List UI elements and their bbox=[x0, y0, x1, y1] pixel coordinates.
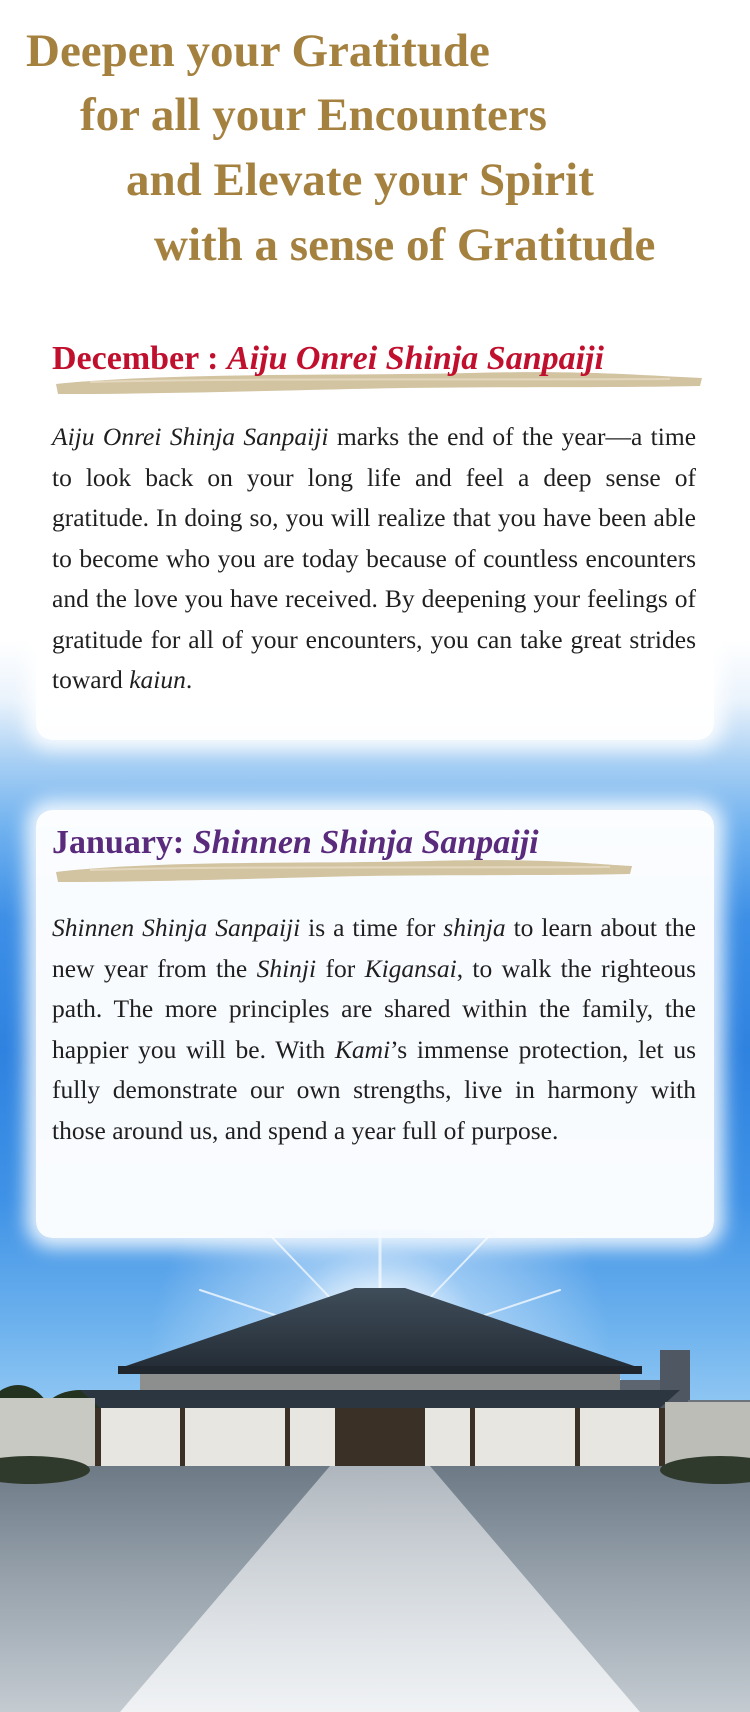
january-body-text-run: Kigansai bbox=[364, 953, 457, 983]
january-event-name: Shinnen Shinja Sanpaiji bbox=[192, 824, 539, 861]
headline-line-3: and Elevate your Spirit bbox=[126, 154, 594, 206]
january-body-text-run: , to walk the righteous path. The more principles are shared within the family, the happier you will be. With bbox=[52, 953, 697, 1064]
headline-line-1: Deepen your Gratitude bbox=[26, 25, 490, 77]
headline-line-2: for all your Encounters bbox=[80, 89, 547, 141]
december-body-text bbox=[52, 417, 696, 701]
january-body-text bbox=[52, 908, 696, 1151]
january-body-text-run: shinja bbox=[443, 913, 506, 942]
december-title bbox=[52, 342, 604, 376]
december-event-name: Aiju Onrei Shinja Sanpaiji bbox=[226, 340, 604, 377]
january-body-text-run: Shinnen Shinja Sanpaiji bbox=[52, 913, 301, 942]
january-body-text-run: Kami bbox=[334, 1034, 391, 1064]
shrine-building bbox=[0, 1288, 750, 1468]
january-body-text-run: for bbox=[316, 953, 365, 983]
january-body-text-run: Shinji bbox=[256, 953, 317, 983]
january-body-text-run: ’s immense protection, let us fully demonstrate our own strengths, live in harmony with those around us, and spend a year full of purpose. bbox=[52, 1034, 696, 1145]
december-body-text-run: marks the end of the year—a time to look back on your long life and feel a deep sense of gratitude. In doing so, you will realize that you have been able to become who you are today because of countless encounters and the love you have received. By deepening your feelings of gratitude for all of your encounters, you can take great strides toward bbox=[52, 422, 697, 694]
january-body-text-run: to learn about the new year from the bbox=[52, 913, 696, 983]
headline-line-4: with a sense of Gratitude bbox=[154, 219, 656, 271]
december-body-text-run: . bbox=[185, 665, 193, 694]
shrine-hall-photo bbox=[0, 1230, 750, 1712]
january-title bbox=[52, 826, 539, 860]
january-body-text-run: is a time for bbox=[300, 913, 444, 942]
december-month-label: December : bbox=[52, 340, 219, 377]
january-month-label: January: bbox=[52, 824, 185, 861]
december-body-text-run: Aiju Onrei Shinja Sanpaiji bbox=[52, 422, 329, 451]
december-body-text-run: kaiun bbox=[129, 665, 186, 694]
